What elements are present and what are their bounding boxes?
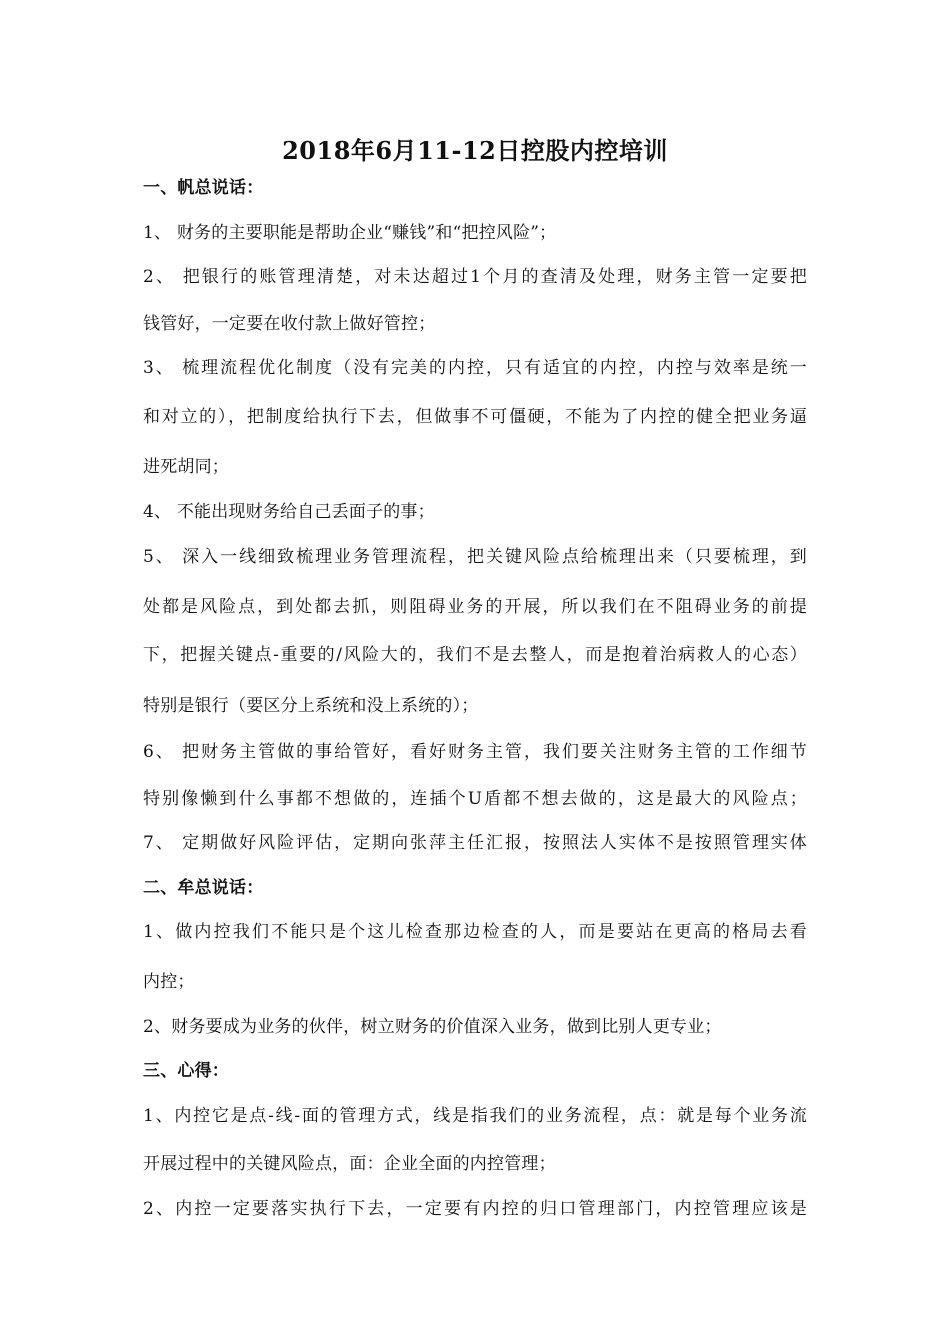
paragraph-line: 处都是风险点，到处都去抓，则阻碍业务的开展，所以我们在不阻碍业务的前提: [143, 597, 807, 617]
paragraph-line: 开展过程中的关键风险点，面：企业全面的内控管理；: [143, 1154, 556, 1174]
section-heading-3: 三、心得：: [143, 1061, 229, 1081]
section-heading-2: 二、牟总说话：: [143, 878, 264, 898]
paragraph-line: 3、 梳理流程优化制度（没有完美的内控，只有适宜的内控，内控与效率是统一: [143, 358, 807, 378]
paragraph-line: 特别像懒到什么事都不想做的，连插个U盾都不想去做的，这是最大的风险点；: [143, 789, 807, 809]
paragraph-line: 2、财务要成为业务的伙伴，树立财务的价值深入业务，做到比别人更专业；: [143, 1017, 722, 1037]
section-heading-1: 一、帆总说话：: [143, 178, 264, 198]
paragraph-line: 内控；: [143, 972, 195, 992]
paragraph-line: 钱管好，一定要在收付款上做好管控；: [143, 314, 436, 334]
paragraph-line: 1、做内控我们不能只是个这儿检查那边检查的人，而是要站在更高的格局去看: [143, 922, 807, 942]
paragraph-line: 下，把握关键点-重要的/风险大的，我们不是去整人，而是抱着治病救人的心态）: [143, 645, 807, 665]
paragraph-line: 6、 把财务主管做的事给管好，看好财务主管，我们要关注财务主管的工作细节: [143, 742, 807, 762]
paragraph-line: 2、内控一定要落实执行下去，一定要有内控的归口管理部门，内控管理应该是: [143, 1199, 807, 1219]
document-title: 2018年6月11-12日控股内控培训: [282, 136, 668, 165]
paragraph-line: 5、 深入一线细致梳理业务管理流程，把关键风险点给梳理出来（只要梳理，到: [143, 547, 807, 567]
paragraph-line: 2、 把银行的账管理清楚，对未达超过1个月的查清及处理，财务主管一定要把: [143, 267, 807, 287]
paragraph-line: 进死胡同；: [143, 457, 229, 477]
paragraph-line: 1、 财务的主要职能是帮助企业“赚钱”和“把控风险”；: [143, 223, 557, 243]
paragraph-line: 7、 定期做好风险评估，定期向张萍主任汇报，按照法人实体不是按照管理实体: [143, 833, 807, 853]
paragraph-line: 和对立的），把制度给执行下去，但做事不可僵硬，不能为了内控的健全把业务逼: [143, 407, 807, 427]
paragraph-line: 4、 不能出现财务给自己丢面子的事；: [143, 502, 435, 522]
paragraph-line: 1、内控它是点-线-面的管理方式，线是指我们的业务流程，点：就是每个业务流: [143, 1106, 807, 1126]
paragraph-line: 特别是银行（要区分上系统和没上系统的）；: [143, 696, 479, 716]
